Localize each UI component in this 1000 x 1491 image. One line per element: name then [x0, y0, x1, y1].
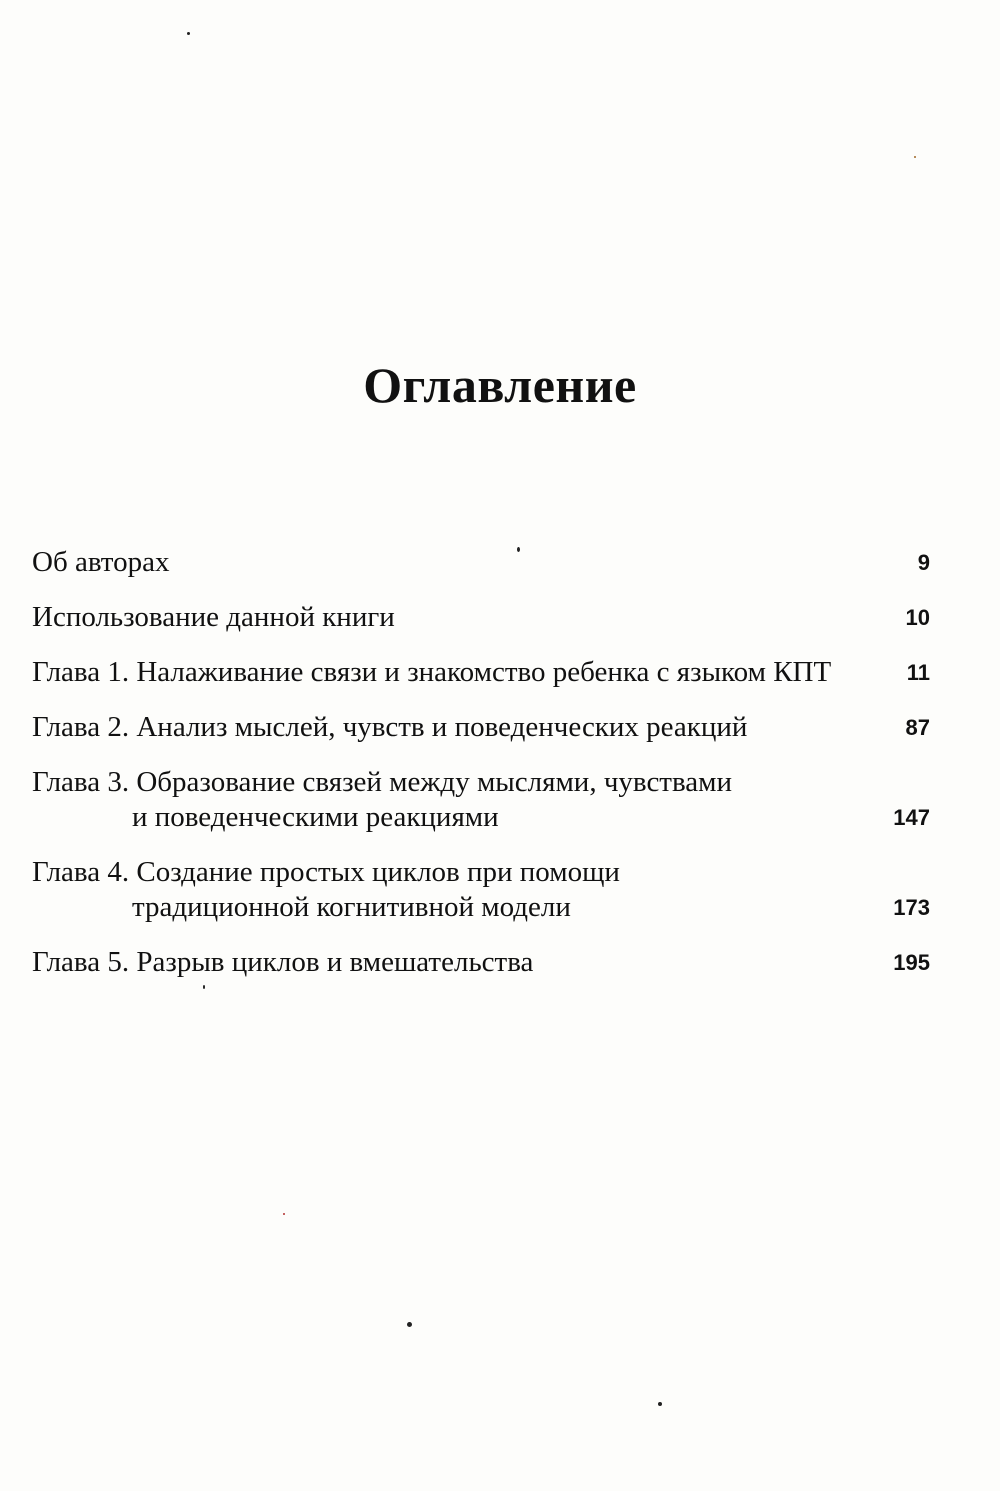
toc-entry-page-number: 9 — [917, 550, 930, 575]
toc-entry-label: Глава 5. Разрыв циклов и вмешательства — [32, 946, 534, 978]
toc-entry-label: Глава 1. Налаживание связи и знакомство ребенка с языком КПТ — [32, 656, 832, 688]
toc-entry-page-number: 11 — [906, 660, 930, 685]
toc-entry-label: Глава 4. Создание простых циклов при помощи — [32, 856, 620, 888]
scan-speck — [658, 1402, 662, 1406]
toc-entry-label-continuation: традиционной когнитивной модели — [132, 891, 571, 923]
toc-entry-chapter-3[interactable] — [32, 765, 930, 835]
scan-speck — [914, 156, 916, 158]
toc-entry-chapter-4[interactable] — [32, 855, 930, 925]
toc-entry-page-number: 147 — [893, 805, 930, 830]
toc-entry-label: Использование данной книги — [32, 601, 395, 633]
scan-speck — [407, 1322, 412, 1327]
toc-entry-label-wrap — [32, 855, 930, 925]
toc-entry-about-authors[interactable] — [32, 545, 930, 580]
scan-speck — [187, 32, 190, 35]
toc-entry-page-number: 173 — [893, 895, 930, 920]
toc-entry-using-book[interactable] — [32, 600, 930, 635]
toc-entry-label-wrap — [32, 765, 930, 835]
scan-speck — [517, 547, 520, 552]
toc-entry-chapter-5[interactable] — [32, 945, 930, 980]
toc-entry-label: Глава 3. Образование связей между мыслями, чувствами — [32, 766, 733, 798]
toc-entry-chapter-1[interactable] — [32, 655, 930, 690]
toc-entry-label: Об авторах — [32, 546, 170, 578]
toc-entry-label-continuation: и поведенческими реакциями — [132, 801, 499, 833]
page-title: Оглавление — [363, 357, 637, 413]
scan-speck — [283, 1213, 285, 1215]
scan-speck — [203, 985, 205, 989]
table-of-contents — [32, 545, 930, 1000]
toc-entry-page-number: 195 — [893, 950, 930, 975]
toc-entry-label: Глава 2. Анализ мыслей, чувств и поведенческих реакций — [32, 711, 748, 743]
toc-entry-chapter-2[interactable] — [32, 710, 930, 745]
toc-entry-page-number: 87 — [905, 715, 930, 740]
toc-entry-page-number: 10 — [905, 605, 930, 630]
